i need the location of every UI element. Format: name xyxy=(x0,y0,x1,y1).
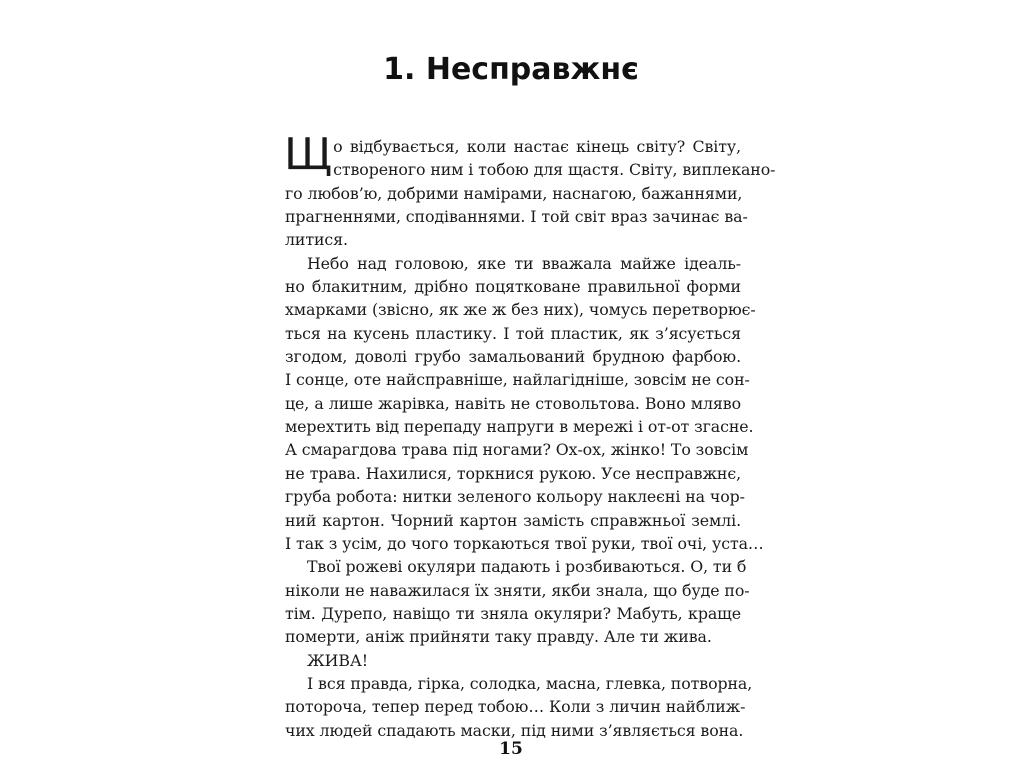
text-line: ЖИВА! xyxy=(307,650,368,670)
text-line: литися. xyxy=(285,230,348,250)
text-line: створеного ним і тобою для щастя. Світу, виплекано- xyxy=(333,160,776,180)
text-line: згодом, доволі грубо замальований брудною фарбою. xyxy=(285,347,741,367)
paragraph xyxy=(284,129,776,252)
book-page xyxy=(262,0,776,768)
text-line: чих людей спадають маски, під ними з’являється вона. xyxy=(285,720,744,740)
text-line: ний картон. Чорний картон замість справжньої землі. xyxy=(285,510,741,530)
text-line: А смарагдова трава під ногами? Ох-ох, жінко! То зовсім xyxy=(285,440,749,460)
text-line: о відбувається, коли настає кінець світу? Світу, xyxy=(333,137,741,156)
text-line: це, а лише жарівка, навіть не стовольтова. Воно мляво xyxy=(285,393,741,413)
text-line: Твої рожеві окуляри падають і розбиваються. О, ти б xyxy=(307,557,747,577)
text-line: І сонце, оте найсправніше, найлагідніше, зовсім не сон- xyxy=(285,370,750,390)
text-line: но блакитним, дрібно поцятковане правильної форми xyxy=(285,277,741,297)
text-line: прагненнями, сподіваннями. І той світ враз зачинає ва- xyxy=(285,207,748,227)
text-line: поторочa, тепер перед тобою… Коли з личин найближ- xyxy=(285,697,746,717)
text-line: тім. Дурепо, навіщо ти зняла окуляри? Мабуть, краще xyxy=(285,603,741,623)
text-line: мерехтить від перепаду напруги в мережі і от-от згасне. xyxy=(285,417,754,437)
text-line: хмарками (звісно, як же ж без них), чомусь перетворює- xyxy=(285,300,756,320)
text-line: го любов’ю, добрими намірами, наснагою, бажаннями, xyxy=(285,183,743,203)
chapter-body xyxy=(284,129,776,742)
paragraph xyxy=(285,649,741,672)
text-line: не трава. Нахилися, торкнися рукою. Усе несправжнє, xyxy=(285,463,741,483)
text-line: І вся правда, гірка, солодка, масна, глевка, потворна, xyxy=(307,673,753,693)
text-line: Небо над головою, яке ти вважала майже ідеаль- xyxy=(307,253,741,273)
text-line: ніколи не наважилася їх зняти, якби знала, що буде по- xyxy=(285,580,750,600)
text-line: померти, аніж прийняти таку правду. Але ти жива. xyxy=(285,627,712,647)
text-line: ться на кусень пластику. І той пластик, як з’ясується xyxy=(285,323,741,343)
page-number: 15 xyxy=(499,739,523,759)
chapter-title: 1. Несправжнє xyxy=(383,52,639,87)
paragraph xyxy=(285,555,750,648)
paragraph xyxy=(285,672,753,742)
drop-cap: Щ xyxy=(284,129,331,180)
text-line: груба робота: нитки зеленого кольору наклеєні на чор- xyxy=(285,487,745,507)
paragraph xyxy=(285,252,764,555)
text-line: І так з усім, до чого торкаються твої руки, твої очі, уста… xyxy=(285,533,764,553)
